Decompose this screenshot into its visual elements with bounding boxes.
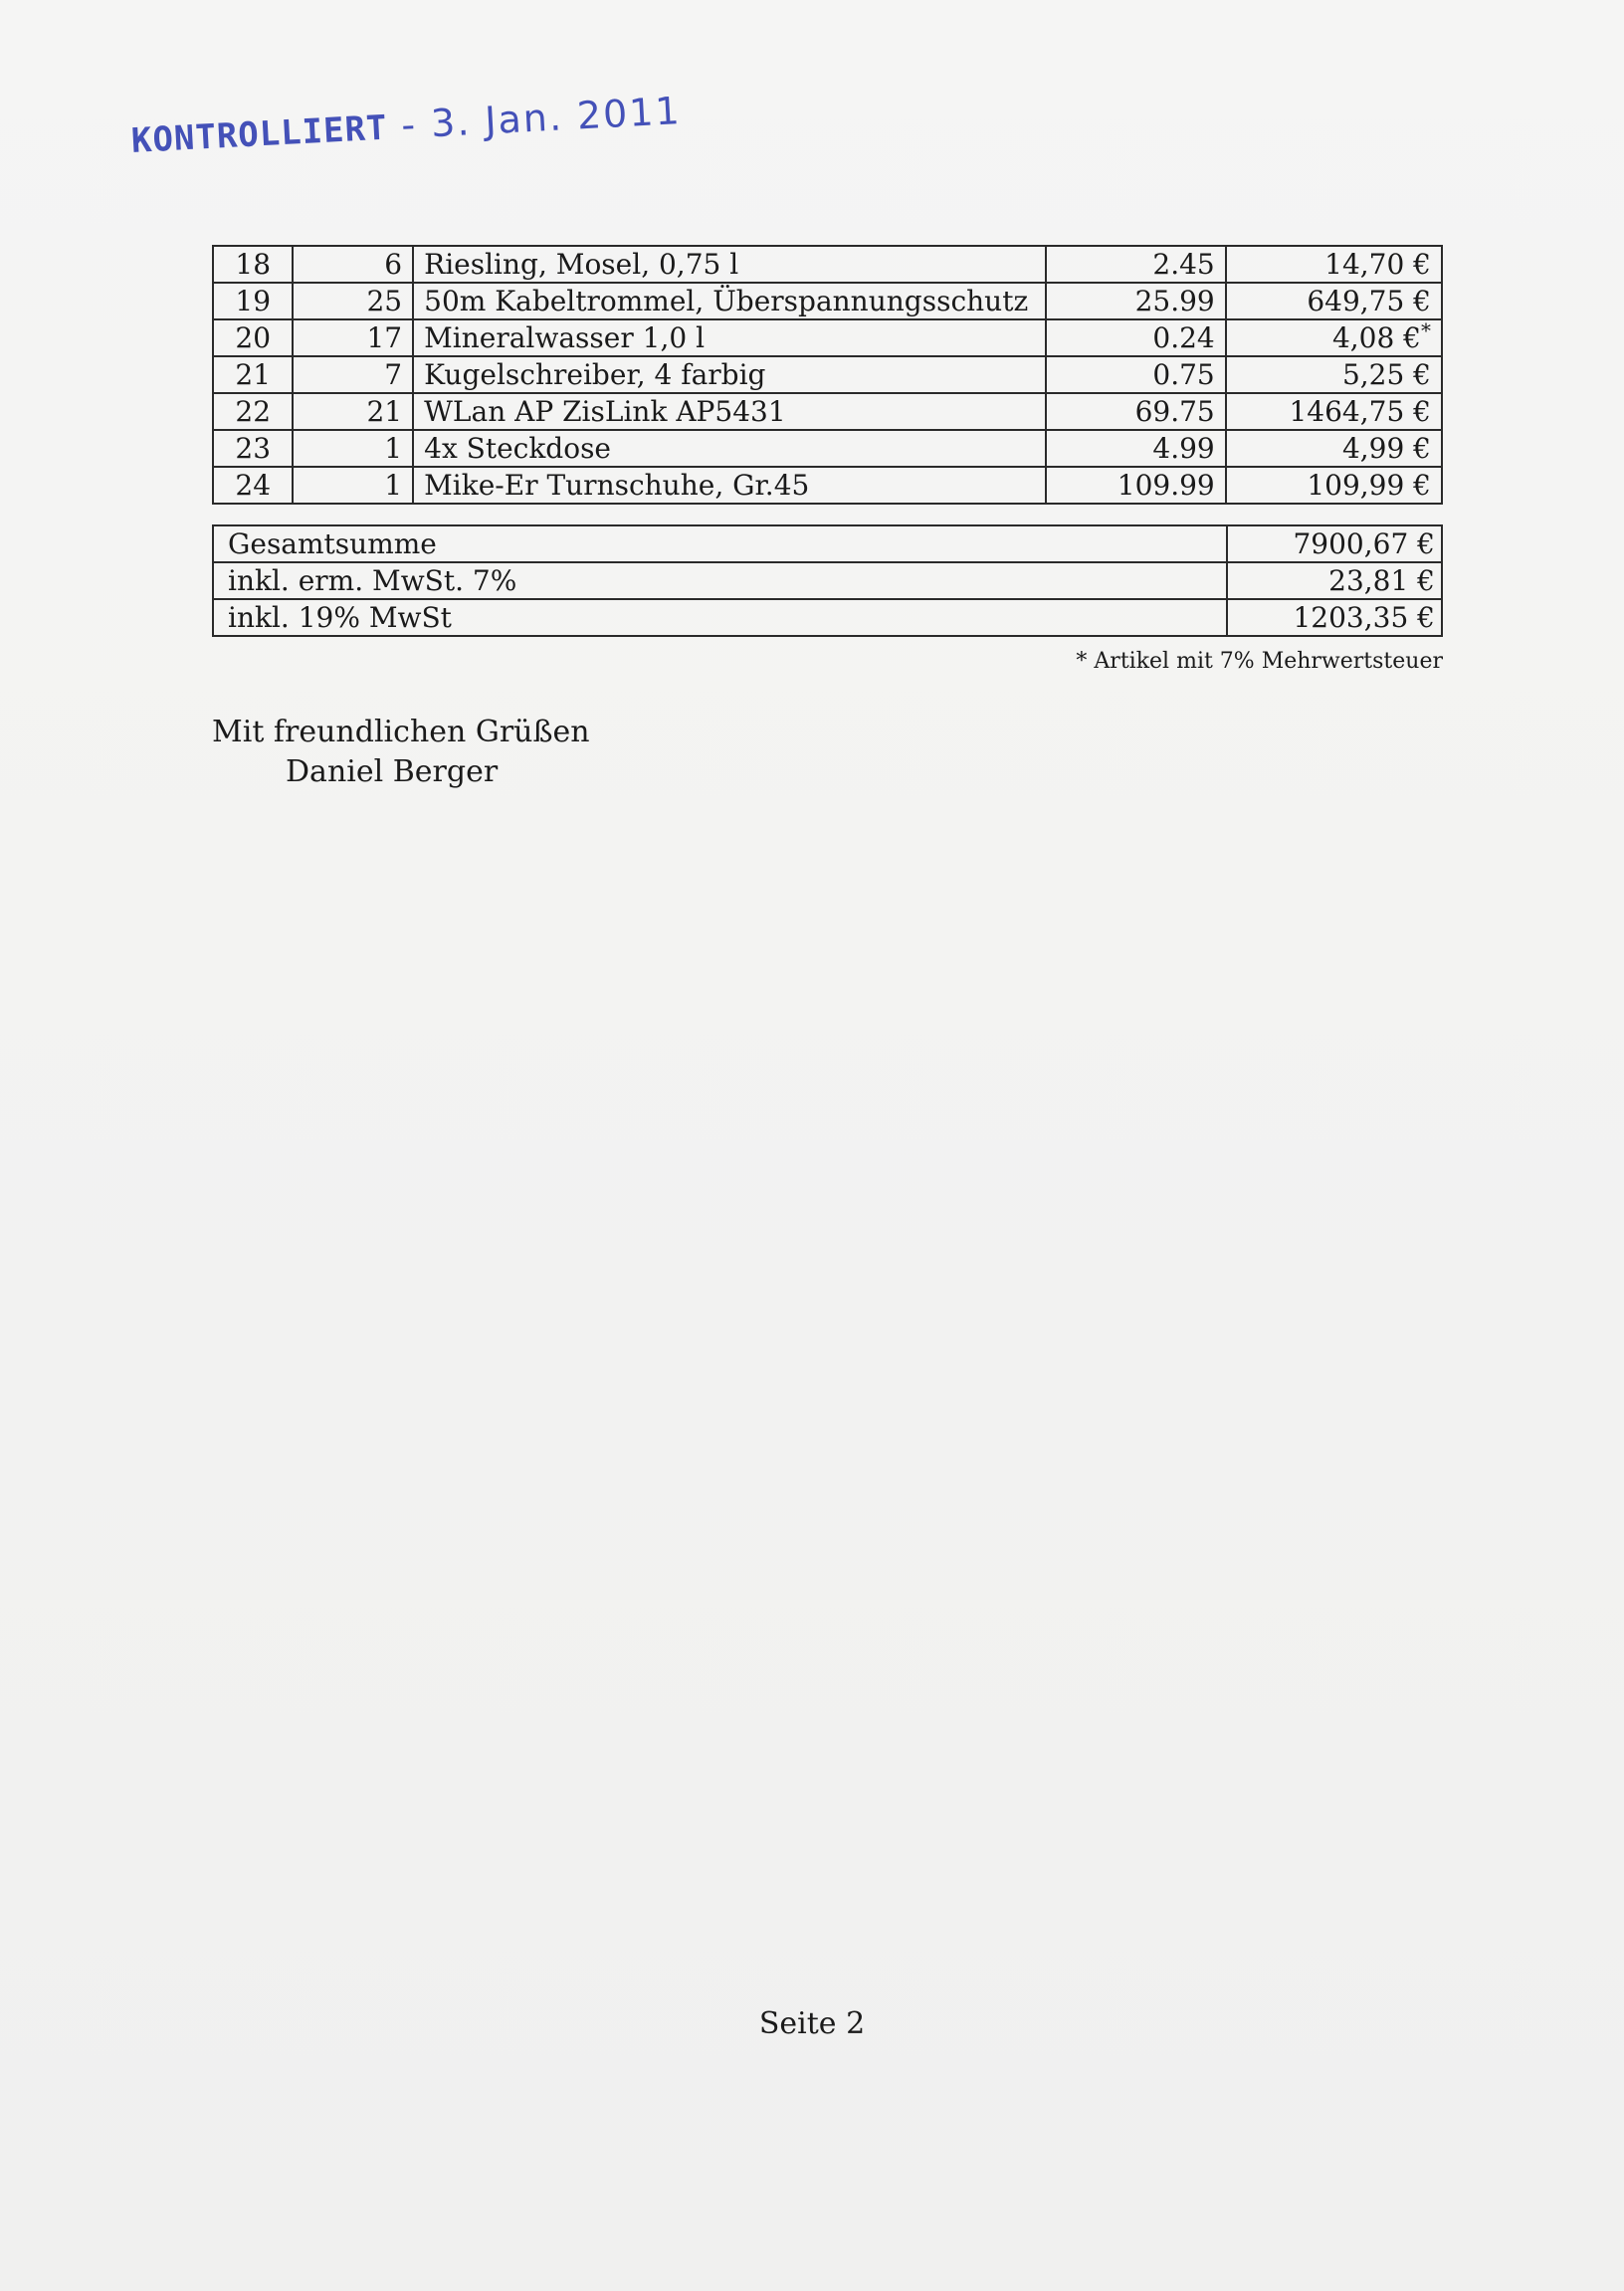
item-quantity: 21 (293, 393, 413, 430)
totals-table-body (213, 525, 1442, 636)
table-row (213, 283, 1442, 319)
item-total-cell (1226, 467, 1442, 504)
item-description: 4x Steckdose (413, 430, 1046, 467)
item-unit-price: 69.75 (1046, 393, 1226, 430)
item-position: 20 (213, 319, 293, 356)
invoice-items-table (212, 245, 1443, 505)
item-total-cell (1226, 356, 1442, 393)
item-description: WLan AP ZisLink AP5431 (413, 393, 1046, 430)
item-unit-price: 2.45 (1046, 246, 1226, 283)
totals-row (213, 562, 1442, 599)
stamp-date: - 3. Jan. 2011 (400, 89, 683, 147)
item-unit-price: 4.99 (1046, 430, 1226, 467)
item-total-cell (1226, 246, 1442, 283)
kontrolliert-stamp (130, 89, 683, 161)
vat-footnote: * Artikel mit 7% Mehrwertsteuer (1076, 649, 1443, 674)
totals-value: 1203,35 € (1227, 599, 1442, 636)
page-number: Seite 2 (758, 2006, 866, 2041)
item-quantity: 7 (293, 356, 413, 393)
totals-row (213, 599, 1442, 636)
item-total: 4,99 € (1341, 432, 1431, 465)
stamp-word: KONTROLLIERT (130, 107, 389, 161)
item-position: 21 (213, 356, 293, 393)
table-row (213, 467, 1442, 504)
item-note: * (1421, 318, 1431, 342)
item-total: 14,70 € (1324, 248, 1431, 281)
item-total-cell (1226, 430, 1442, 467)
totals-row (213, 525, 1442, 562)
item-description: Mineralwasser 1,0 l (413, 319, 1046, 356)
item-total-cell (1226, 283, 1442, 319)
item-position: 24 (213, 467, 293, 504)
item-total: 649,75 € (1307, 285, 1431, 317)
totals-value: 23,81 € (1227, 562, 1442, 599)
table-row (213, 356, 1442, 393)
item-quantity: 1 (293, 467, 413, 504)
item-description: 50m Kabeltrommel, Überspannungsschutz (413, 283, 1046, 319)
closing-greeting: Mit freundlichen Grüßen (212, 715, 590, 749)
signature-name: Daniel Berger (286, 754, 499, 789)
item-quantity: 6 (293, 246, 413, 283)
item-unit-price: 0.24 (1046, 319, 1226, 356)
item-total-cell (1226, 393, 1442, 430)
item-total: 4,08 € (1331, 321, 1421, 354)
item-quantity: 25 (293, 283, 413, 319)
table-row (213, 246, 1442, 283)
items-table-body (213, 246, 1442, 504)
item-total: 109,99 € (1307, 469, 1431, 502)
totals-value: 7900,67 € (1227, 525, 1442, 562)
item-total: 1464,75 € (1289, 395, 1431, 428)
table-row (213, 430, 1442, 467)
item-description: Kugelschreiber, 4 farbig (413, 356, 1046, 393)
item-position: 18 (213, 246, 293, 283)
item-position: 19 (213, 283, 293, 319)
item-position: 23 (213, 430, 293, 467)
totals-label: Gesamtsumme (213, 525, 1227, 562)
invoice-totals-table (212, 524, 1443, 637)
item-unit-price: 109.99 (1046, 467, 1226, 504)
item-description: Mike-Er Turnschuhe, Gr.45 (413, 467, 1046, 504)
item-position: 22 (213, 393, 293, 430)
table-row (213, 393, 1442, 430)
item-description: Riesling, Mosel, 0,75 l (413, 246, 1046, 283)
totals-label: inkl. erm. MwSt. 7% (213, 562, 1227, 599)
table-row (213, 319, 1442, 356)
item-unit-price: 0.75 (1046, 356, 1226, 393)
item-quantity: 1 (293, 430, 413, 467)
item-quantity: 17 (293, 319, 413, 356)
item-total: 5,25 € (1341, 358, 1431, 391)
item-total-cell (1226, 319, 1442, 356)
item-unit-price: 25.99 (1046, 283, 1226, 319)
closing-block (212, 713, 590, 792)
totals-label: inkl. 19% MwSt (213, 599, 1227, 636)
